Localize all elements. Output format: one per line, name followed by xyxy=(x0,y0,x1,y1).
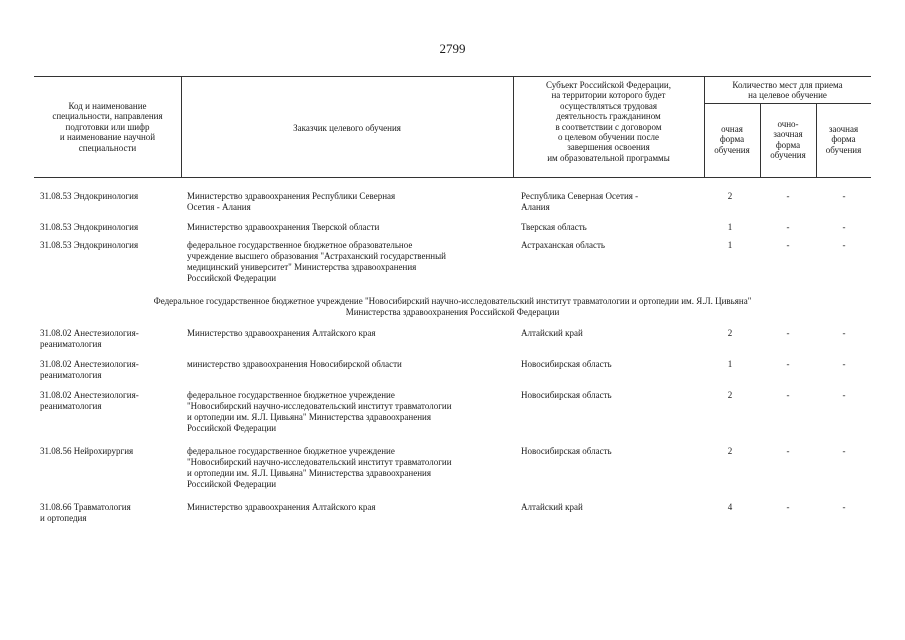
row-region: Новосибирская область xyxy=(521,359,612,369)
row-region: Алтайский край xyxy=(521,502,583,512)
row-customer: Министерство здравоохранения Республики Северная Осетия - Алания xyxy=(187,191,396,212)
row-correspondence: - xyxy=(842,191,846,201)
row-code: 31.08.53 Эндокринология xyxy=(40,240,139,250)
row-full-time: 4 xyxy=(727,502,733,512)
page-number: 2799 xyxy=(439,41,466,56)
row-part-time: - xyxy=(786,222,790,232)
row-part-time: - xyxy=(786,328,790,338)
row-full-time: 2 xyxy=(727,390,733,400)
row-customer: федеральное государственное бюджетное учреждение "Новосибирский научно-исследовательский институт травматологии и ортопедии им. Я.Л. Цивьяна" Министерства здравоохранения Российской Федерации xyxy=(187,446,452,489)
row-region: Тверская область xyxy=(521,222,587,232)
row-region: Новосибирская область xyxy=(521,390,612,400)
header-part-time: очно- заочная форма обучения xyxy=(770,119,806,161)
row-full-time: 2 xyxy=(727,328,733,338)
row-part-time: - xyxy=(786,359,790,369)
row-correspondence: - xyxy=(842,222,846,232)
row-customer: федеральное государственное бюджетное образовательное учреждение высшего образования "Астраханский государственный медицинский университет" Министерства здравоохранения Российской Федерации xyxy=(187,240,446,283)
row-part-time: - xyxy=(786,390,790,400)
row-region: Новосибирская область xyxy=(521,446,612,456)
row-customer: Министерство здравоохранения Тверской области xyxy=(187,222,380,232)
header-places-rule xyxy=(704,103,871,104)
row-part-time: - xyxy=(786,502,790,512)
row-region: Республика Северная Осетия - Алания xyxy=(521,191,639,212)
row-region: Алтайский край xyxy=(521,328,583,338)
organization-caption: Федеральное государственное бюджетное учреждение "Новосибирский научно-исследовательский институт травматологии и ортопедии им. Я.Л. Цивьяна" Министерства здравоохранения Российской Федерации xyxy=(153,296,752,317)
row-customer: Министерство здравоохранения Алтайского края xyxy=(187,328,376,338)
row-code: 31.08.56 Нейрохирургия xyxy=(40,446,134,456)
row-code: 31.08.53 Эндокринология xyxy=(40,222,139,232)
row-full-time: 2 xyxy=(727,191,733,201)
row-correspondence: - xyxy=(842,240,846,250)
row-code: 31.08.53 Эндокринология xyxy=(40,191,139,201)
row-code: 31.08.66 Травматология и ортопедия xyxy=(40,502,131,523)
header-correspondence: заочная форма обучения xyxy=(825,124,862,155)
row-full-time: 2 xyxy=(727,446,733,456)
header-code: Код и наименование специальности, направления подготовки или шифр и наименование научной специальности xyxy=(52,101,163,153)
row-code: 31.08.02 Анестезиология- реаниматология xyxy=(40,390,139,411)
row-part-time: - xyxy=(786,240,790,250)
row-part-time: - xyxy=(786,191,790,201)
row-correspondence: - xyxy=(842,446,846,456)
header-places: Количество мест для приема на целевое обучение xyxy=(732,80,843,101)
header-customer: Заказчик целевого обучения xyxy=(293,123,401,133)
row-region: Астраханская область xyxy=(521,240,605,250)
row-customer: Министерство здравоохранения Алтайского края xyxy=(187,502,376,512)
row-customer: федеральное государственное бюджетное учреждение "Новосибирский научно-исследовательский институт травматологии и ортопедии им. Я.Л. Цивьяна" Министерства здравоохранения Российской Федерации xyxy=(187,390,452,433)
row-correspondence: - xyxy=(842,328,846,338)
header-full-time: очная форма обучения xyxy=(714,124,750,155)
row-correspondence: - xyxy=(842,502,846,512)
header-top-rule xyxy=(34,76,871,77)
row-correspondence: - xyxy=(842,390,846,400)
header-bottom-rule xyxy=(34,177,871,178)
row-customer: министерство здравоохранения Новосибирской области xyxy=(187,359,402,369)
row-full-time: 1 xyxy=(727,359,733,369)
row-code: 31.08.02 Анестезиология- реаниматология xyxy=(40,328,139,349)
row-full-time: 1 xyxy=(727,222,733,232)
header-region: Субъект Российской Федерации, на территории которого будет осуществляться трудовая деятельность гражданином в соответствии с договором о целевом обучении после завершения освоения им образовательной программы xyxy=(546,80,671,163)
row-part-time: - xyxy=(786,446,790,456)
row-code: 31.08.02 Анестезиология- реаниматология xyxy=(40,359,139,380)
row-correspondence: - xyxy=(842,359,846,369)
row-full-time: 1 xyxy=(727,240,733,250)
